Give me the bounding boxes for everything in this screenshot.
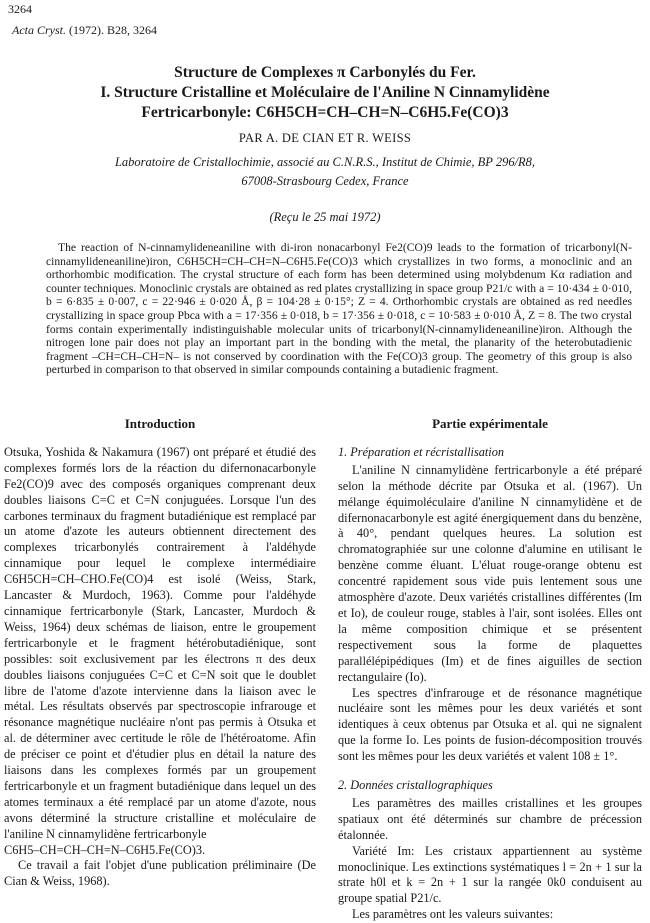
experimental-paragraph-4: Variété Im: Les cristaux appartiennent au système monoclinique. Les extinctions systématiques l = 2n + 1 sur la strate h0l et k = 2n + 1 sur la rangée 0k0 conduisent au groupe spatial P21/c. xyxy=(338,843,642,906)
abstract xyxy=(46,241,632,377)
citation-page: , 3264 xyxy=(127,23,158,37)
title-line-2: I. Structure Cristalline et Moléculaire de l'Aniline N Cinnamylidène xyxy=(100,84,550,101)
abstract-text: The reaction of N-cinnamylideneaniline with di-iron nonacarbonyl Fe2(CO)9 leads to the formation of tricarbonyl(N-cinnamylideneaniline)iron, C6H5CH=CH–CH=N–C6H5.Fe(CO)3 which crystallizes in two forms, a monoclinic and an orthorhombic modification. The crystal structure of each form has been determined using molybdenum Kα radiation and counter techniques. Monoclinic crystals are obtained as red plates crystallizing in space group P21/c with a = 10·434 ± 0·010, b = 6·835 ± 0·007, c = 22·946 ± 0·020 Å, β = 104·28 ± 0·15°; Z = 4. Orthorhombic crystals are obtained as red needles crystallizing in space group Pbca with a = 17·356 ± 0·018, b = 17·356 ± 0·018, c = 10·583 ± 0·010 Å, Z = 8. The two crystal forms contain experimentally indistinguishable molecular units of tricarbonyl(N-cinnamylideneaniline)iron. Although the nitrogen lone pair does not play an important part in the bonding with the metal, the planarity of the heterobutadienic fragment –CH=CH–CH=N– is not conserved by coordination with the Fe(CO)3 group. The geometry of this group is also perturbed in comparison to that observed in similar compounds containing a butadienic fragment. xyxy=(46,241,632,377)
experimental-paragraph-2: Les spectres d'infrarouge et de résonance magnétique nucléaire sont les mêmes pour les deux variétés et sont identiques à ceux obtenus par Otsuka et al. qui ne signalent que la forme Io. Les points de fusion-décomposition trouvés sont les mêmes pour les deux variétés et valent 108 ± 1°. xyxy=(338,685,642,764)
introduction-heading: Introduction xyxy=(124,416,196,431)
experimental-heading: Partie expérimentale xyxy=(432,416,548,431)
introduction-paragraph-2: Ce travail a fait l'objet d'une publication préliminaire (De Cian & Weiss, 1968). xyxy=(4,858,316,889)
affiliation-line-1: Laboratoire de Cristallochimie, associé au C.N.R.S., Institut de Chimie, BP 296/R8, xyxy=(114,155,536,169)
received-date: (Reçu le 25 mai 1972) xyxy=(269,210,381,224)
title-line-1: Structure de Complexes π Carbonylés du Fer. xyxy=(174,64,476,81)
subsection-heading-preparation: 1. Préparation et récristallisation xyxy=(338,444,505,459)
citation-volume: B28 xyxy=(107,23,128,37)
introduction-column xyxy=(4,416,316,890)
experimental-paragraph-5: Les paramètres ont les valeurs suivantes: xyxy=(352,907,554,922)
journal-name: Acta Cryst. xyxy=(12,23,66,37)
authors: PAR A. DE CIAN ET R. WEISS xyxy=(238,131,412,145)
journal-citation xyxy=(12,23,157,38)
title-line-3: Fertricarbonyle: C6H5CH=CH–CH=N–C6H5.Fe(CO)3 xyxy=(141,104,509,121)
experimental-column xyxy=(338,416,642,923)
page-number: 3264 xyxy=(8,2,32,16)
affiliation-line-2: 67008-Strasbourg Cedex, France xyxy=(241,174,409,188)
introduction-formula: C6H5–CH=CH–CH=N–C6H5.Fe(CO)3. xyxy=(4,842,206,857)
experimental-paragraph-1: L'aniline N cinnamylidène fertricarbonyle a été préparé selon la méthode décrite par Otsuka et al. (1967). Un mélange équimoléculaire d'aniline N cinnamylidène et de difernonacarbonyle est agité énergiquement dans du benzène, à 40°, pendant quelques heures. La solution est chromatographiée sur une colonne d'alumine en utilisant le benzène comme éluant. L'éluat rouge-orange obtenu est concentré rapidement sous vide puis lentement sous une atmosphère d'azote. Deux variétés cristallines différentes (Im et Io), de couleur rouge, stables à l'air, sont isolées. Elles ont la même composition chimique et se présentent respectivement sous la forme de plaquettes parallélépipédiques (Im) et de fines aiguilles de section rectangulaire (Io). xyxy=(338,462,642,684)
introduction-paragraph-1: Otsuka, Yoshida & Nakamura (1967) ont préparé et étudié des complexes formés lors de la réaction du difernonacarbonyle Fe2(CO)9 avec des composés organiques comprenant deux doubles liaisons C=C et C=N conjuguées. Lorsque l'un des carbones terminaux du fragment butadiénique est remplacé par un atome d'azote les auteurs obtiennent directement des complexes tricarbonylés contrairement à l'aldéhyde cinnamique pour lequel le complexe intermédiaire C6H5CH=CH–CHO.Fe(CO)4 est isolé (Weiss, Stark, Lancaster & Murdoch, 1963). Comme pour l'aldéhyde cinnamique fertricarbonyle (Stark, Lancaster, Murdoch & Weiss, 1964) deux schémas de liaison, entre le groupement fertricarbonyle et le fragment hétérobutadiénique, sont possibles: soit exclusivement par les électrons π des deux doubles liaisons conjuguées C=C et C=N soit que le doublet libre de l'atome d'azote intervienne dans la liaison avec le métal. Les résultats observés par spectroscopie infrarouge et résonance magnétique nucléaire n'ont pas permis à Otsuka et al. de déterminer avec certitude le rôle de l'hétéroatome. Afin de préciser ce point et d'étudier plus en détail la nature des liaisons dans les complexes formés par un groupement fertricarbonyle et un fragment butadiénique dans lequel un des atomes terminaux a été remplacé par un atome d'azote, nous avons déterminé la structure cristalline et moléculaire de l'aniline N cinnamylidène fertricarbonyle xyxy=(4,444,316,841)
experimental-paragraph-3: Les paramètres des mailles cristallines et les groupes spatiaux ont été déterminés sur chambre de précession étalonnée. xyxy=(338,795,642,842)
citation-year: (1972). xyxy=(69,23,104,37)
subsection-heading-crystal-data: 2. Données cristallographiques xyxy=(338,778,493,793)
